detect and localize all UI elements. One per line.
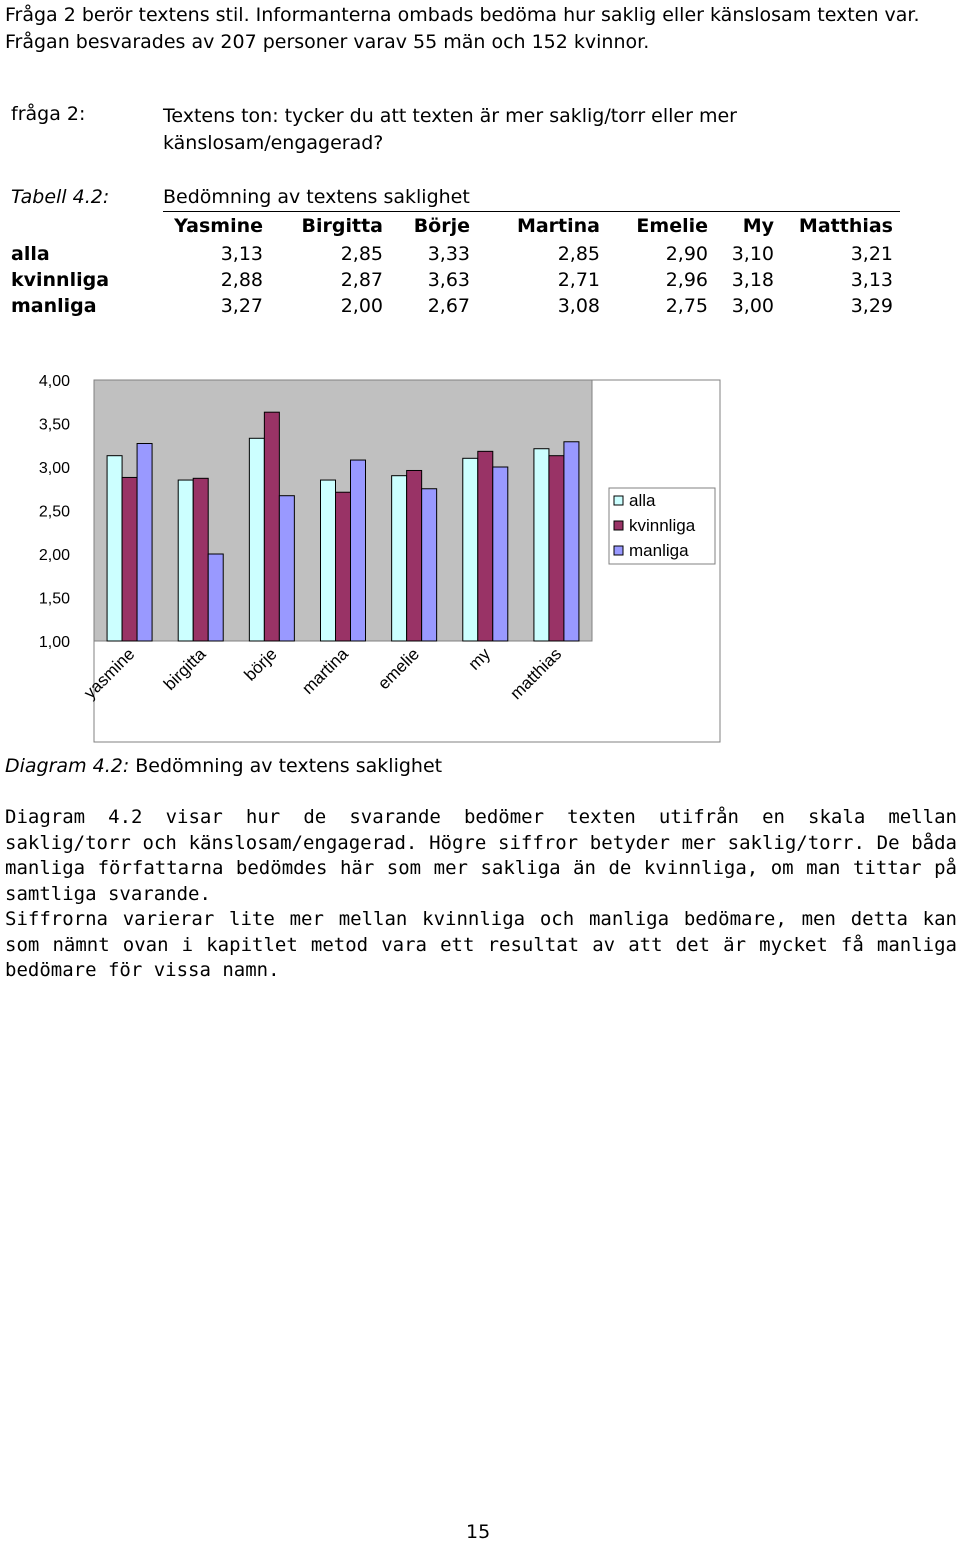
x-tick-label: martina bbox=[298, 644, 352, 698]
bar-alla-my bbox=[463, 458, 478, 641]
bar-alla-martina bbox=[321, 480, 336, 641]
legend-swatch bbox=[614, 546, 623, 555]
x-tick-label: birgitta bbox=[160, 644, 210, 694]
table-cell: 3,18 bbox=[731, 269, 774, 291]
table-cell: 2,85 bbox=[557, 243, 600, 265]
legend-label: kvinnliga bbox=[629, 516, 696, 535]
bar-alla-yasmine bbox=[107, 456, 122, 641]
legend-swatch bbox=[614, 521, 623, 530]
table-cell: 3,21 bbox=[850, 243, 893, 265]
table-cell: 3,63 bbox=[427, 269, 470, 291]
y-tick-label: 3,00 bbox=[38, 460, 70, 477]
row-label: kvinnliga bbox=[11, 269, 110, 291]
bar-manliga-börje bbox=[279, 496, 294, 641]
column-header: Birgitta bbox=[301, 215, 383, 237]
table-cell: 3,13 bbox=[220, 243, 263, 265]
x-tick-label: my bbox=[464, 644, 495, 674]
column-header: Martina bbox=[516, 215, 600, 237]
bar-kvinnliga-börje bbox=[264, 412, 279, 641]
bar-kvinnliga-my bbox=[478, 451, 493, 641]
x-tick-label: yasmine bbox=[80, 644, 139, 703]
column-header: Börje bbox=[413, 215, 470, 237]
figure-caption bbox=[5, 755, 442, 777]
table-cell: 3,10 bbox=[731, 243, 774, 265]
body-text bbox=[5, 805, 957, 984]
table-rule bbox=[163, 211, 900, 212]
y-tick-label: 1,50 bbox=[38, 590, 70, 608]
table-cell: 2,90 bbox=[665, 243, 708, 265]
column-header: Matthias bbox=[798, 215, 893, 237]
bar-alla-birgitta bbox=[178, 480, 193, 641]
bar-manliga-martina bbox=[351, 460, 366, 641]
table-cell: 3,00 bbox=[731, 295, 774, 317]
bar-manliga-emelie bbox=[422, 489, 437, 641]
paragraph: Diagram 4.2 visar hur de svarande bedömer texten utifrån en skala mellan saklig/torr och känslosam/engagerad. Högre siffror betyder mer saklig/torr. De båda manliga författarna bedömdes här som mer sakliga än de kvinnliga, om man tittar på samtliga svarande. bbox=[5, 806, 957, 905]
column-header: Yasmine bbox=[174, 215, 263, 237]
table-cell: 3,33 bbox=[427, 243, 470, 265]
caption-label: Diagram 4.2: bbox=[5, 755, 130, 777]
bar-alla-matthias bbox=[534, 449, 549, 641]
question-text: Textens ton: tycker du att texten är mer saklig/torr eller mer känslosam/engagerad? bbox=[163, 105, 737, 154]
legend-swatch bbox=[614, 496, 623, 505]
chart-legend bbox=[609, 488, 715, 564]
bar-manliga-matthias bbox=[564, 442, 579, 641]
paragraph: Siffrorna varierar lite mer mellan kvinnliga och manliga bedömare, men detta kan som nämnt ovan i kapitlet metod vara ett resultat av att det är mycket få manliga bedömare för vissa namn. bbox=[5, 908, 957, 981]
bar-manliga-birgitta bbox=[208, 554, 223, 641]
table-cell: 2,67 bbox=[427, 295, 470, 317]
column-header: My bbox=[742, 215, 774, 237]
question-label: fråga 2: bbox=[11, 103, 86, 125]
bar-kvinnliga-emelie bbox=[407, 470, 422, 641]
row-label: alla bbox=[11, 243, 50, 265]
table-cell: 3,08 bbox=[557, 295, 600, 317]
bar-chart bbox=[0, 370, 960, 750]
legend-label: manliga bbox=[629, 541, 689, 560]
bar-kvinnliga-matthias bbox=[549, 456, 564, 641]
row-label: manliga bbox=[11, 295, 97, 317]
legend-label: alla bbox=[629, 491, 656, 510]
table-cell: 2,96 bbox=[665, 269, 708, 291]
table-cell: 2,71 bbox=[557, 269, 600, 291]
x-tick-label: matthias bbox=[506, 644, 566, 704]
table-cell: 3,13 bbox=[850, 269, 893, 291]
y-tick-label: 1,00 bbox=[38, 634, 70, 651]
bar-manliga-yasmine bbox=[137, 444, 152, 641]
table-label: Tabell 4.2: bbox=[11, 186, 110, 208]
column-header: Emelie bbox=[636, 215, 708, 237]
bar-alla-emelie bbox=[392, 476, 407, 641]
table-cell: 2,00 bbox=[340, 295, 383, 317]
table-cell: 3,29 bbox=[850, 295, 893, 317]
table-cell: 2,88 bbox=[220, 269, 263, 291]
x-tick-label: börje bbox=[240, 644, 281, 685]
y-tick-label: 2,00 bbox=[38, 547, 70, 564]
table-cell: 2,85 bbox=[340, 243, 383, 265]
table-cell: 2,75 bbox=[665, 295, 708, 317]
bar-manliga-my bbox=[493, 467, 508, 641]
page-number: 15 bbox=[466, 1521, 491, 1543]
table-cell: 3,27 bbox=[220, 295, 263, 317]
bar-kvinnliga-yasmine bbox=[122, 477, 137, 641]
intro-text: Fråga 2 berör textens stil. Informanterna ombads bedöma hur saklig eller känslosam texten var. Frågan besvarades av 207 personer varav 55 män och 152 kvinnor. bbox=[5, 4, 920, 53]
y-tick-label: 2,50 bbox=[38, 503, 70, 521]
y-tick-label: 4,00 bbox=[38, 373, 70, 390]
bar-kvinnliga-birgitta bbox=[193, 478, 208, 641]
bar-alla-börje bbox=[249, 438, 264, 641]
caption-text: Bedömning av textens saklighet bbox=[129, 755, 443, 777]
table-cell: 2,87 bbox=[340, 269, 383, 291]
bar-kvinnliga-martina bbox=[336, 492, 351, 641]
x-tick-label: emelie bbox=[374, 644, 423, 694]
y-tick-label: 3,50 bbox=[38, 416, 70, 434]
table-title: Bedömning av textens saklighet bbox=[163, 186, 470, 208]
